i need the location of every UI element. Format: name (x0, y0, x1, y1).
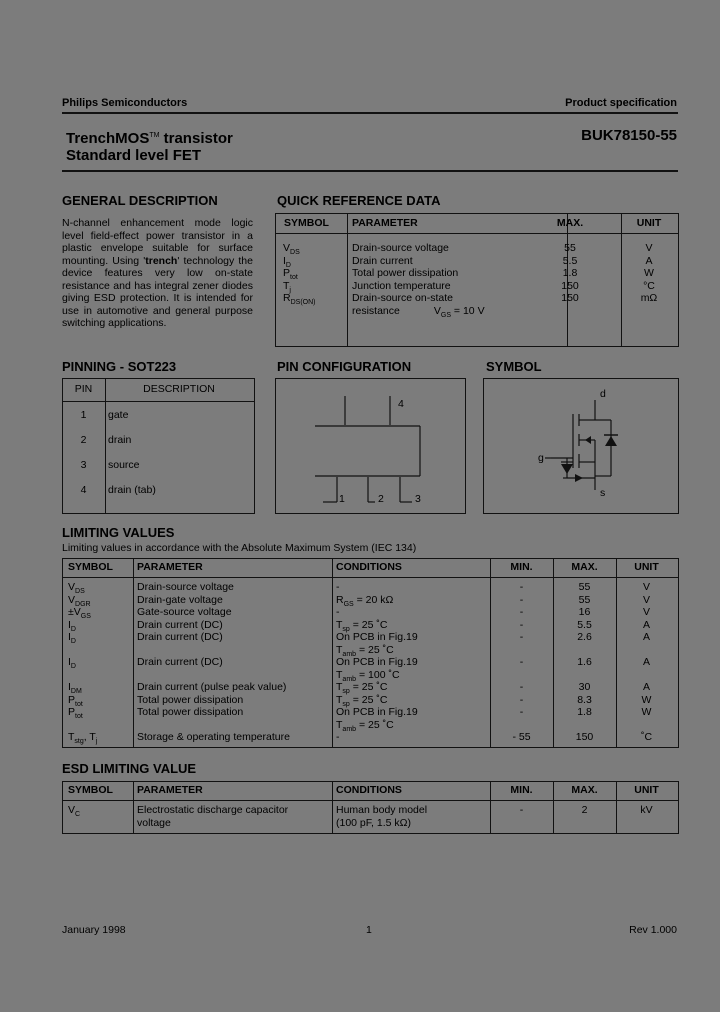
lim-min: - - - - - - - - - - 55 (512, 581, 531, 743)
lim-col-unit: UNIT (634, 561, 659, 573)
esd-col-max: MAX. (571, 784, 598, 796)
lim-col-max: MAX. (571, 561, 598, 573)
esd-cond: Human body model (100 pF, 1.5 kΩ) (336, 804, 428, 829)
esd-heading: ESD LIMITING VALUE (62, 761, 197, 776)
esd-col-symbol: SYMBOL (68, 784, 113, 796)
qrd-sym: $T_j$ (283, 279, 291, 294)
qrd-col-symbol: SYMBOL (284, 217, 329, 229)
qrd-heading: QUICK REFERENCE DATA (277, 193, 441, 208)
title-rule (62, 170, 678, 172)
qrd-sym: $I_D$ (283, 254, 291, 269)
esd-col-unit: UNIT (634, 784, 659, 796)
pin-4: 4 (80, 484, 87, 496)
esd-min: - (519, 804, 524, 816)
symbol-drain-label: d (600, 388, 606, 400)
lim-symbols: $V_{DS}$ $V_{DGR}$ $\pm V_{GS}$ $I_D$ $I_D$ $I_D$ $I_{DM}$ $P_{tot}$ $P_{tot}$ $T_{stg}$, $T_j$ (68, 581, 98, 746)
general-text: N-channel enhancement mode logic level field-effect power transistor in a plastic envelope suitable for surface mounting. Using 'trench' technology the device features very low on-state resistance and has integral zener diodes giving ESD protection. It is intended for use in automotive and general purpose switching applications. (62, 217, 253, 329)
pin-2-desc: drain (108, 434, 132, 446)
qrd-max: 55 5.5 1.8 150 150 (561, 242, 579, 304)
package-outline-drawing (275, 378, 465, 513)
footer-date: January 1998 (62, 924, 126, 936)
pin-label-3: 3 (415, 493, 421, 505)
tab-label: 4 (398, 398, 404, 410)
esd-unit: kV (640, 804, 653, 816)
lim-max: 55 55 16 5.5 2.6 1.6 30 8.3 1.8 150 (575, 581, 594, 743)
limiting-heading: LIMITING VALUES (62, 525, 175, 540)
qrd-col-parameter: PARAMETER (352, 217, 418, 229)
symbol-gate-label: g (538, 452, 544, 464)
part-number: BUK78150-55 (581, 127, 677, 144)
pin-col-desc: DESCRIPTION (143, 383, 215, 395)
company-name: Philips Semiconductors (62, 97, 188, 109)
pin-1: 1 (80, 409, 87, 421)
lim-col-min: MIN. (510, 561, 533, 573)
general-heading: GENERAL DESCRIPTION (62, 193, 218, 208)
pin-4-desc: drain (tab) (108, 484, 156, 496)
symbol-heading: SYMBOL (486, 359, 542, 374)
esd-col-parameter: PARAMETER (137, 784, 203, 796)
qrd-sym: $V_{DS}$ (283, 242, 300, 257)
qrd-sym: $P_{tot}$ (283, 267, 298, 282)
pin-col-pin: PIN (74, 383, 93, 395)
lim-unit: V V V A A A A W W ˚C (640, 581, 653, 743)
pin-3-desc: source (108, 459, 140, 471)
pinconfig-heading: PIN CONFIGURATION (277, 359, 412, 374)
pin-2: 2 (80, 434, 87, 446)
limiting-subtitle: Limiting values in accordance with the Absolute Maximum System (IEC 134) (62, 542, 417, 554)
lim-col-conditions: CONDITIONS (336, 561, 402, 573)
qrd-sym: $R_{DS(ON)}$ (283, 292, 316, 307)
esd-col-min: MIN. (510, 784, 533, 796)
esd-symbol: $V_C$ (68, 804, 81, 819)
pin-label-1: 1 (339, 493, 345, 505)
lim-params: Drain-source voltage Drain-gate voltage Gate-source voltage Drain current (DC) Drain current (DC) Drain current (DC) Drain current (pulse peak value) Total power dissipation Total power dissipation Storage & operating temperature (137, 581, 290, 743)
product-title: TrenchMOS™ transistor Standard level FET (66, 130, 233, 164)
esd-max: 2 (581, 804, 588, 816)
lim-conditions: - $R_{GS} = 20$ kΩ - $T_{sp} = 25$ ˚C On PCB in Fig.19 $T_{amb} = 25$ ˚C On PCB in Fig.19 $T_{amb} = 100$ ˚C $T_{sp} = 25$ ˚C $T_{sp} = 25$ ˚C On PCB in Fig.19 $T_{amb} = 25$ ˚C - (336, 581, 418, 743)
qrd-params: Drain-source voltage Drain current Total power dissipation Junction temperature Drain-source on-state resistance $V_{GS} = 10$ V (352, 242, 485, 319)
pin-label-2: 2 (378, 493, 384, 505)
qrd-unit: V A W °C mΩ (640, 242, 658, 304)
lim-col-symbol: SYMBOL (68, 561, 113, 573)
lim-col-parameter: PARAMETER (137, 561, 203, 573)
qrd-symbols (283, 242, 345, 305)
qrd-col-unit: UNIT (636, 217, 662, 229)
footer-rev: Rev 1.000 (629, 924, 677, 936)
doc-type: Product specification (565, 97, 677, 109)
qrd-col-max: MAX. (556, 217, 584, 229)
symbol-source-label: s (600, 487, 606, 499)
esd-param: Electrostatic discharge capacitor voltage (137, 804, 289, 829)
mosfet-symbol-drawing (483, 378, 678, 513)
pinning-heading: PINNING - SOT223 (62, 359, 177, 374)
pin-1-desc: gate (108, 409, 129, 421)
esd-col-conditions: CONDITIONS (336, 784, 402, 796)
header-rule (62, 112, 678, 114)
pin-3: 3 (80, 459, 87, 471)
footer-page: 1 (366, 924, 372, 936)
